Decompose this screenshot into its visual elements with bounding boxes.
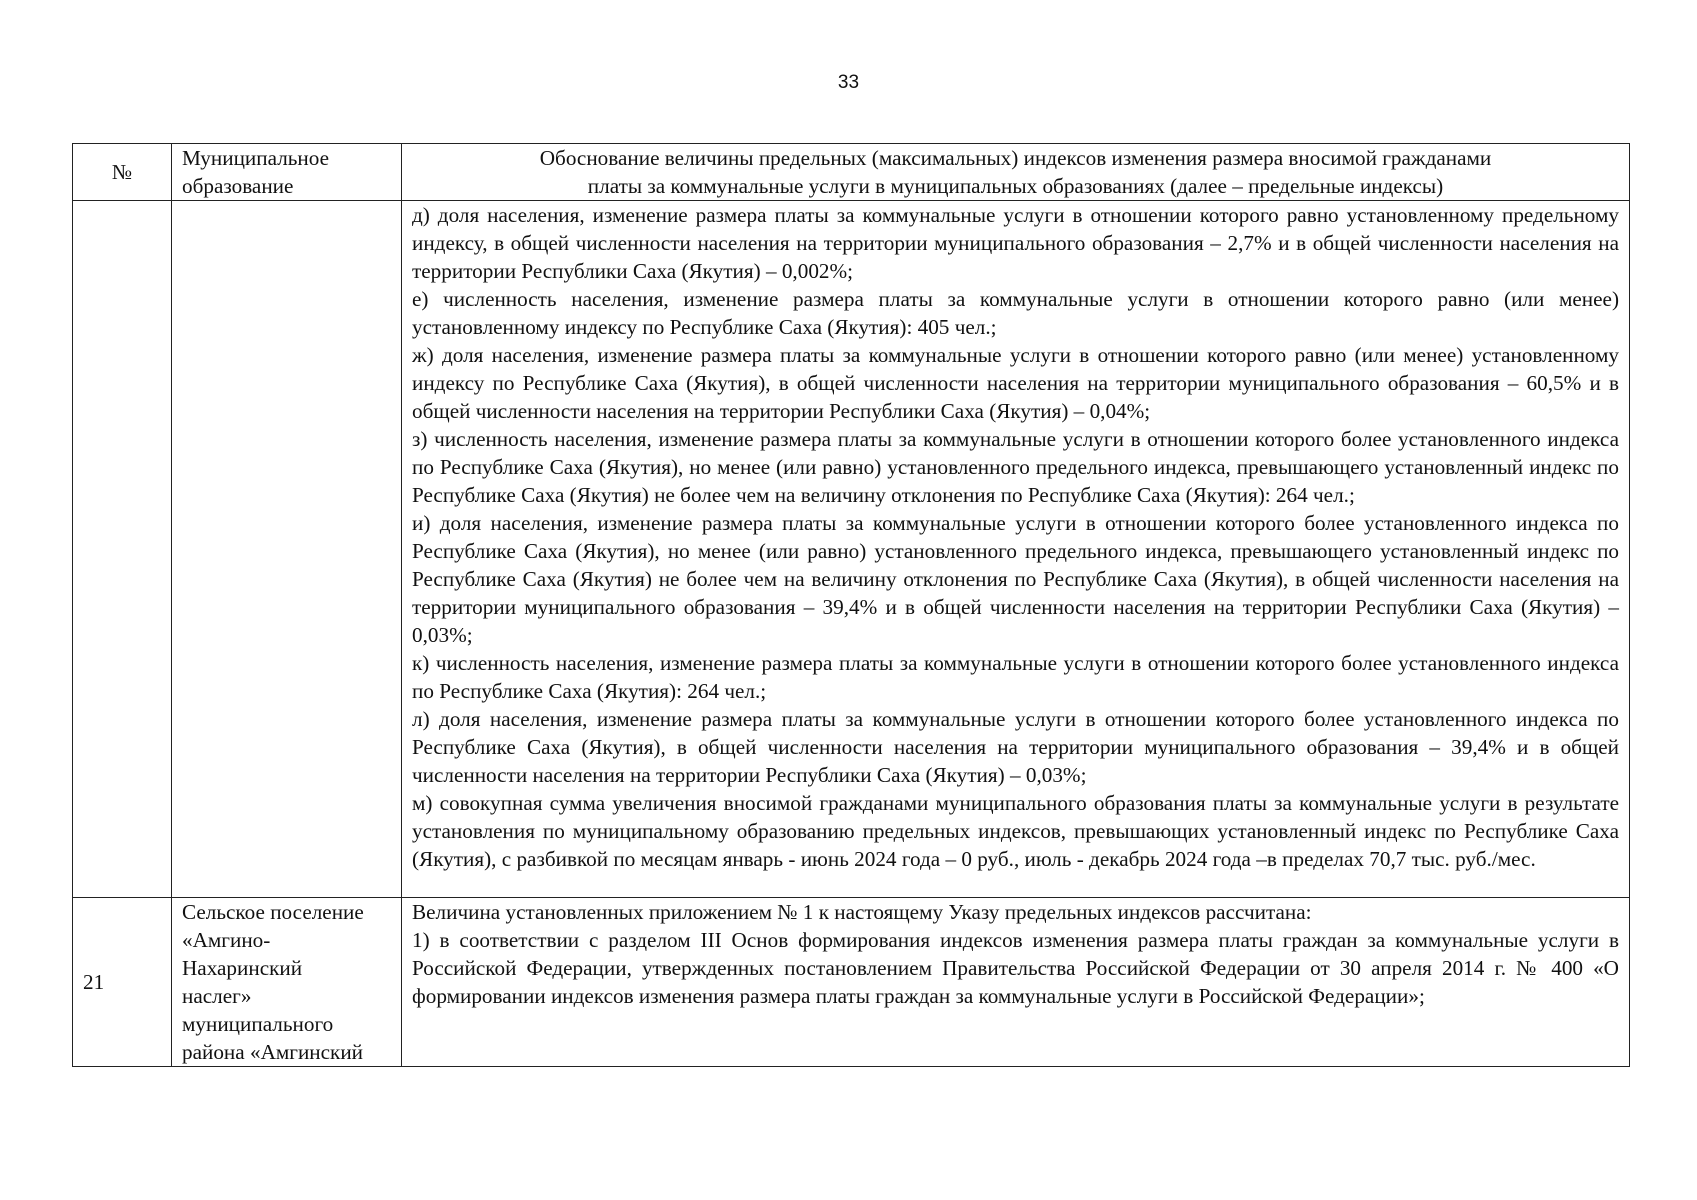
- row-municipality-cell: [172, 201, 402, 898]
- justification-table: [72, 143, 1630, 1067]
- header-justification-line: платы за коммунальные услуги в муниципальных образованиях (далее – предельные индексы): [587, 174, 1444, 198]
- paragraph-d: д) доля населения, изменение размера платы за коммунальные услуги в отношении которого равно установленному предельному индексу, в общей численности населения на территории муниципального образования – 2,7% и в общей численности населения на территории Республики Саха (Якутия) – 0,002%;: [412, 203, 1619, 283]
- row-justification-cell: [402, 201, 1630, 898]
- paragraph-e: е) численность населения, изменение размера платы за коммунальные услуги в отношении которого равно (или менее) установленному индексу по Республике Саха (Якутия): 405 чел.;: [412, 287, 1619, 339]
- header-municipality-line: образование: [182, 174, 294, 198]
- header-justification-line: Обоснование величины предельных (максимальных) индексов изменения размера вносимой гражданами: [539, 146, 1492, 170]
- page-number: 33: [837, 72, 860, 93]
- row-num-cell: 21: [73, 898, 172, 1067]
- header-municipality-line: Муниципальное: [182, 146, 330, 170]
- municipality-line: «Амгино-: [182, 928, 271, 952]
- header-justification: [402, 144, 1630, 201]
- table-header-row: [73, 144, 1630, 201]
- municipality-line: Сельское поселение: [182, 900, 364, 924]
- header-num: №: [73, 144, 172, 201]
- row-justification-cell: [402, 898, 1630, 1067]
- paragraph-1: 1) в соответствии с разделом III Основ формирования индексов изменения размера платы граждан за коммунальные услуги в Российской Федерации, утвержденных постановлением Правительства Российской Федерации от 30 апреля 2014 г. № 400 «О формировании индексов изменения размера платы граждан за коммунальные услуги в Российской Федерации»;: [412, 928, 1619, 1008]
- paragraph-i: и) доля населения, изменение размера платы за коммунальные услуги в отношении которого более установленного индекса по Республике Саха (Якутия), но менее (или равно) установленного предельного индекса, превышающего установленный индекс по Республике Саха (Якутия) не более чем на величину отклонения по Республике Саха (Якутия), в общей численности населения на территории муниципального образования – 39,4% и в общей численности населения на территории Республики Саха (Якутия) – 0,03%;: [412, 511, 1619, 647]
- header-municipality: [172, 144, 402, 201]
- municipality-line: района «Амгинский: [182, 1040, 364, 1064]
- paragraph-zh: ж) доля населения, изменение размера платы за коммунальные услуги в отношении которого равно (или менее) установленному индексу по Республике Саха (Якутия), в общей численности населения на территории муниципального образования – 60,5% и в общей численности населения на территории Республики Саха (Якутия) – 0,04%;: [412, 343, 1619, 423]
- table-row: [73, 201, 1630, 898]
- municipality-line: муниципального: [182, 1012, 334, 1036]
- paragraph-m: м) совокупная сумма увеличения вносимой гражданами муниципального образования платы за коммунальные услуги в результате установления по муниципальному образованию предельных индексов, превышающих установленный индекс по Республике Саха (Якутия), с разбивкой по месяцам январь - июнь 2024 года – 0 руб., июль - декабрь 2024 года –в пределах 70,7 тыс. руб./мес.: [412, 791, 1619, 871]
- municipality-line: Нахаринский: [182, 956, 303, 980]
- paragraph-intro: Величина установленных приложением № 1 к настоящему Указу предельных индексов рассчитана:: [412, 900, 1312, 924]
- row-num-cell: [73, 201, 172, 898]
- table-row: [73, 898, 1630, 1067]
- paragraph-k: к) численность населения, изменение размера платы за коммунальные услуги в отношении которого более установленного индекса по Республике Саха (Якутия): 264 чел.;: [412, 651, 1619, 703]
- paragraph-l: л) доля населения, изменение размера платы за коммунальные услуги в отношении которого более установленного индекса по Республике Саха (Якутия), в общей численности населения на территории муниципального образования – 39,4% и в общей численности населения на территории Республики Саха (Якутия) – 0,03%;: [412, 707, 1619, 787]
- municipality-line: наслег»: [182, 984, 252, 1008]
- paragraph-z: з) численность населения, изменение размера платы за коммунальные услуги в отношении которого более установленного индекса по Республике Саха (Якутия), но менее (или равно) установленного предельного индекса, превышающего установленный индекс по Республике Саха (Якутия) не более чем на величину отклонения по Республике Саха (Якутия): 264 чел.;: [412, 427, 1619, 507]
- row-municipality-cell: [172, 898, 402, 1067]
